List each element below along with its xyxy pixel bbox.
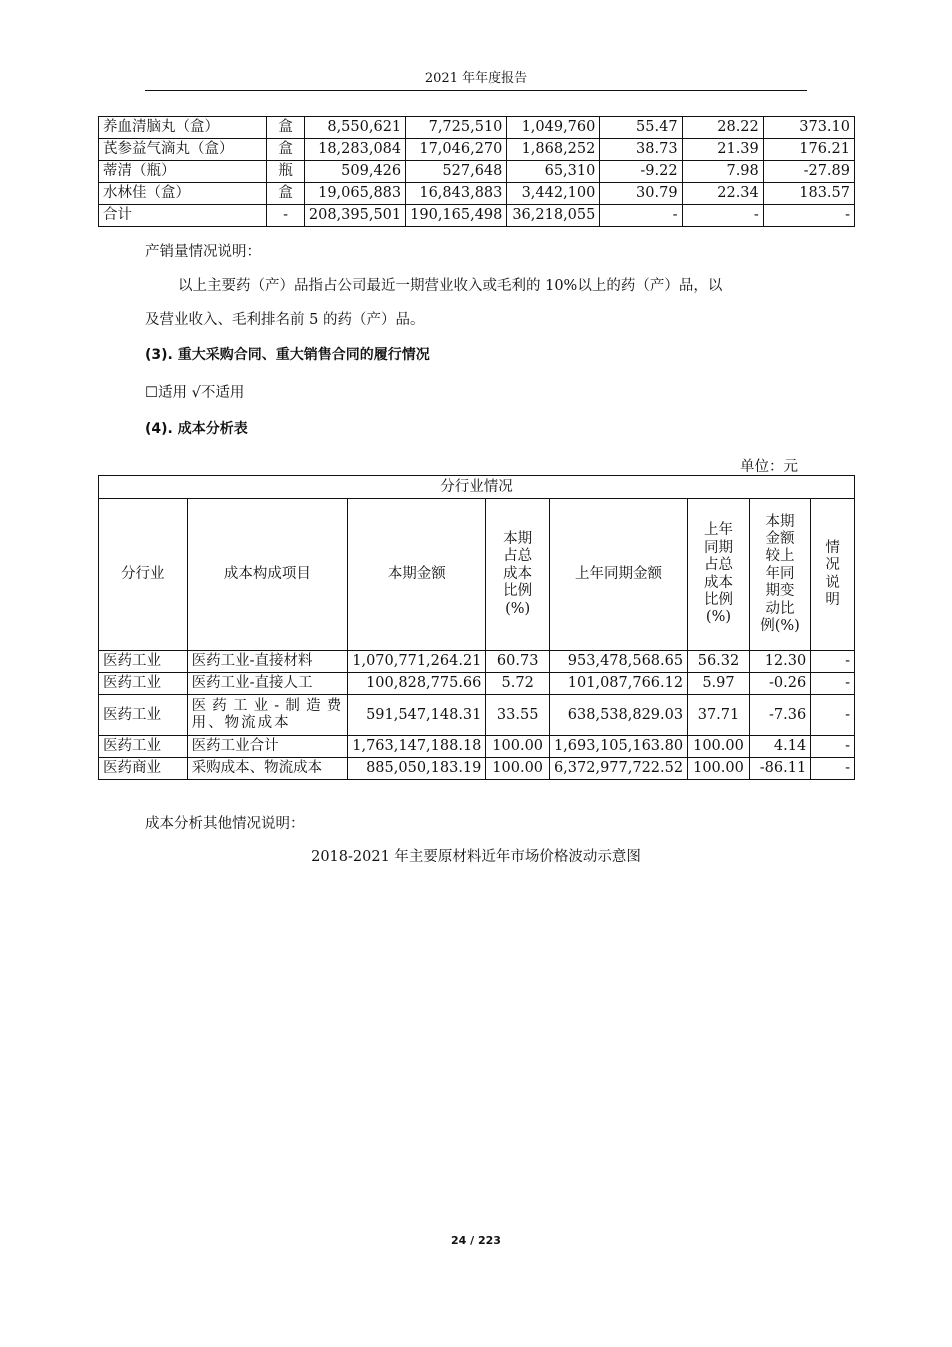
value-cell: 100.00 xyxy=(688,758,750,780)
value-cell: 8,550,621 xyxy=(304,117,405,139)
value-cell: 7,725,510 xyxy=(406,117,507,139)
cost-column-header: 本期金额 xyxy=(348,499,486,651)
cost-item-cell: 医药工业-制造费用、物流成本 xyxy=(187,695,348,736)
product-name-cell: 蒂清（瓶） xyxy=(99,161,267,183)
value-cell: 3,442,100 xyxy=(507,183,600,205)
column-header-line: 占总 xyxy=(503,548,533,565)
column-header-line: 期变 xyxy=(765,583,795,600)
cost-table-group-header: 分行业情况 xyxy=(99,476,855,499)
value-cell: 1,049,760 xyxy=(507,117,600,139)
cost-column-header xyxy=(811,499,855,651)
column-header-line: 上年 xyxy=(703,522,733,539)
column-header-line: 动比 xyxy=(765,600,795,617)
value-cell: 37.71 xyxy=(688,695,750,736)
value-cell: 22.34 xyxy=(682,183,763,205)
value-cell: 5.72 xyxy=(486,673,550,695)
value-cell: 30.79 xyxy=(600,183,682,205)
page-number: 24 / 223 xyxy=(451,1234,501,1247)
cost-item-cell: 医药工业-直接材料 xyxy=(187,651,348,673)
industry-cell: 医药商业 xyxy=(99,758,188,780)
table-row xyxy=(99,205,855,227)
value-cell: 4.14 xyxy=(749,736,810,758)
cost-item-cell: 医药工业合计 xyxy=(187,736,348,758)
cost-item-cell: 医药工业-直接人工 xyxy=(187,673,348,695)
value-cell: -27.89 xyxy=(763,161,854,183)
column-header-line: 比例 xyxy=(703,591,733,608)
section3-title: (3). 重大采购合同、重大销售合同的履行情况 xyxy=(145,347,430,363)
value-cell: -0.26 xyxy=(749,673,810,695)
product-name-cell: 芪参益气滴丸（盒） xyxy=(99,139,267,161)
value-cell: 7.98 xyxy=(682,161,763,183)
value-cell: 36,218,055 xyxy=(507,205,600,227)
cost-column-header xyxy=(486,499,550,651)
value-cell: 5.97 xyxy=(688,673,750,695)
column-header-line: 明 xyxy=(825,591,840,608)
sales-note-line2: 及营业收入、毛利排名前 5 的药（产）品。 xyxy=(145,312,425,328)
value-cell: 100,828,775.66 xyxy=(348,673,486,695)
cost-analysis-table xyxy=(98,475,855,780)
value-cell: -86.11 xyxy=(749,758,810,780)
value-cell: 56.32 xyxy=(688,651,750,673)
column-header-line: 占总 xyxy=(703,557,733,574)
cost-column-header xyxy=(688,499,750,651)
value-cell: - xyxy=(600,205,682,227)
value-cell: 953,478,568.65 xyxy=(549,651,687,673)
table-row xyxy=(99,673,855,695)
figure-caption: 2018-2021 年主要原材料近年市场价格波动示意图 xyxy=(311,849,641,865)
column-header-line: 比例 xyxy=(503,583,533,600)
value-cell: 100.00 xyxy=(688,736,750,758)
value-cell: 591,547,148.31 xyxy=(348,695,486,736)
value-cell: 16,843,883 xyxy=(406,183,507,205)
column-header-line: 成本 xyxy=(503,565,533,582)
value-cell: 100.00 xyxy=(486,736,550,758)
value-cell: 1,693,105,163.80 xyxy=(549,736,687,758)
value-cell: 12.30 xyxy=(749,651,810,673)
column-header-line: 成本 xyxy=(703,574,733,591)
value-cell: 1,763,147,188.18 xyxy=(348,736,486,758)
value-cell: 33.55 xyxy=(486,695,550,736)
product-name-cell: 养血清脑丸（盒） xyxy=(99,117,267,139)
value-cell: 6,372,977,722.52 xyxy=(549,758,687,780)
industry-cell: 医药工业 xyxy=(99,673,188,695)
value-cell: 1,070,771,264.21 xyxy=(348,651,486,673)
table-row xyxy=(99,183,855,205)
column-header-line: 说 xyxy=(825,574,840,591)
applicability-status: ☐适用 √不适用 xyxy=(145,385,245,401)
column-header-line: 金额 xyxy=(765,531,795,548)
header-divider xyxy=(145,90,807,91)
value-cell: 885,050,183.19 xyxy=(348,758,486,780)
table-row xyxy=(99,161,855,183)
value-cell: 17,046,270 xyxy=(406,139,507,161)
section4-title: (4). 成本分析表 xyxy=(145,421,248,437)
product-sales-table xyxy=(98,116,855,227)
unit-cell: - xyxy=(267,205,305,227)
value-cell: 101,087,766.12 xyxy=(549,673,687,695)
column-header-line: 同期 xyxy=(703,539,733,556)
table-row xyxy=(99,117,855,139)
value-cell: - xyxy=(682,205,763,227)
unit-cell: 瓶 xyxy=(267,161,305,183)
value-cell: 1,868,252 xyxy=(507,139,600,161)
value-cell: 527,648 xyxy=(406,161,507,183)
value-cell: - xyxy=(811,651,855,673)
column-header-line: (%) xyxy=(505,600,531,617)
value-cell: - xyxy=(811,758,855,780)
column-header-line: 情 xyxy=(825,539,840,556)
value-cell: - xyxy=(811,736,855,758)
column-header-line: 年同 xyxy=(765,565,795,582)
industry-cell: 医药工业 xyxy=(99,736,188,758)
value-cell: 176.21 xyxy=(763,139,854,161)
cost-column-header xyxy=(749,499,810,651)
table-row xyxy=(99,651,855,673)
unit-label: 单位：元 xyxy=(740,459,798,475)
unit-cell: 盒 xyxy=(267,139,305,161)
sales-note-label: 产销量情况说明： xyxy=(145,244,261,260)
value-cell: 100.00 xyxy=(486,758,550,780)
table-row xyxy=(99,758,855,780)
value-cell: - xyxy=(811,673,855,695)
unit-cell: 盒 xyxy=(267,117,305,139)
value-cell: 19,065,883 xyxy=(304,183,405,205)
cost-other-note-label: 成本分析其他情况说明： xyxy=(145,816,305,832)
unit-cell: 盒 xyxy=(267,183,305,205)
column-header-line: 本期 xyxy=(503,531,533,548)
column-header-line: 况 xyxy=(825,557,840,574)
table-row xyxy=(99,139,855,161)
value-cell: 509,426 xyxy=(304,161,405,183)
report-header-title: 2021 年年度报告 xyxy=(424,71,528,86)
value-cell: 18,283,084 xyxy=(304,139,405,161)
value-cell: 638,538,829.03 xyxy=(549,695,687,736)
column-header-line: 例(%) xyxy=(760,617,800,634)
value-cell: 55.47 xyxy=(600,117,682,139)
column-header-line: 本期 xyxy=(765,513,795,530)
value-cell: 190,165,498 xyxy=(406,205,507,227)
value-cell: -9.22 xyxy=(600,161,682,183)
value-cell: - xyxy=(763,205,854,227)
industry-cell: 医药工业 xyxy=(99,695,188,736)
value-cell: 183.57 xyxy=(763,183,854,205)
value-cell: 65,310 xyxy=(507,161,600,183)
value-cell: 38.73 xyxy=(600,139,682,161)
product-name-cell: 水林佳（盒） xyxy=(99,183,267,205)
cost-column-header: 分行业 xyxy=(99,499,188,651)
value-cell: -7.36 xyxy=(749,695,810,736)
sales-note-line1: 以上主要药（产）品指占公司最近一期营业收入或毛利的 10%以上的药（产）品，以 xyxy=(178,278,723,294)
product-name-cell: 合计 xyxy=(99,205,267,227)
value-cell: 373.10 xyxy=(763,117,854,139)
table-row xyxy=(99,695,855,736)
cost-column-header: 成本构成项目 xyxy=(187,499,348,651)
cost-column-header: 上年同期金额 xyxy=(549,499,687,651)
value-cell: 28.22 xyxy=(682,117,763,139)
value-cell: 21.39 xyxy=(682,139,763,161)
column-header-line: (%) xyxy=(705,609,732,626)
table-row xyxy=(99,736,855,758)
value-cell: - xyxy=(811,695,855,736)
value-cell: 60.73 xyxy=(486,651,550,673)
industry-cell: 医药工业 xyxy=(99,651,188,673)
cost-item-cell: 采购成本、物流成本 xyxy=(187,758,348,780)
value-cell: 208,395,501 xyxy=(304,205,405,227)
column-header-line: 较上 xyxy=(765,548,795,565)
